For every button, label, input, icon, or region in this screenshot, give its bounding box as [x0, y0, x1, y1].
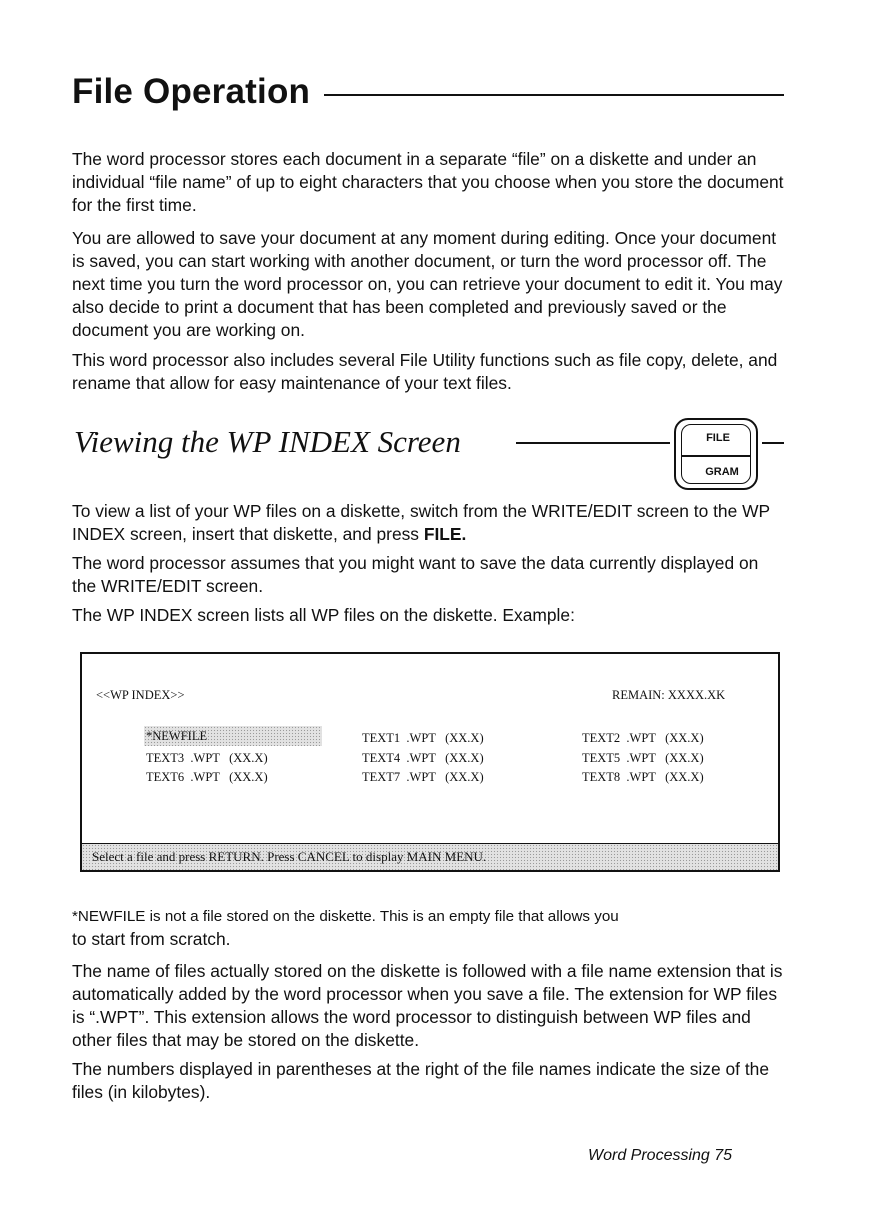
section-title: Viewing the WP INDEX Screen: [74, 424, 461, 459]
status-bar: Select a file and press RETURN. Press CANCEL to display MAIN MENU.: [82, 843, 778, 870]
extension-paragraph: The name of files actually stored on the diskette is followed with a file name extension that is automatically added by the word processor when you save a file. The extension for WP files is “.WPT”. This extension allows the word processor to distinguish between WP files and other files that may be stored on the diskette.: [72, 961, 783, 1050]
section-heading: [74, 418, 784, 496]
size-paragraph: The numbers displayed in parentheses at the right of the file names indicate the size of the files (in kilobytes).: [72, 1059, 770, 1102]
section-paragraph-2: The word processor assumes that you might want to save the data currently displayed on the WRITE/EDIT screen.: [72, 553, 759, 596]
intro-paragraph-2: You are allowed to save your document at any moment during editing. Once your document is saved, you can start working with another document, or turn the word processor off. The next time you turn the word processor on, you can retrieve your document to edit it. You may also decide to print a document that has been completed and previously saved or the document you are working on.: [72, 228, 783, 340]
intro-paragraph-1: The word processor stores each document in a separate “file” on a diskette and under an individual “file name” of up to eight characters that you choose when you store the document for the first time.: [72, 149, 784, 215]
page-heading: [72, 72, 784, 116]
file-key-reference: FILE.: [423, 524, 467, 544]
heading-rule: [324, 94, 784, 96]
screen-title: <<WP INDEX>>: [96, 688, 185, 702]
page-title: File Operation: [72, 72, 311, 111]
newfile-note: [72, 906, 784, 950]
section-rule-right: [762, 442, 784, 444]
section-rule-left: [516, 442, 670, 444]
newfile-note-line-2: to start from scratch.: [72, 929, 231, 949]
file-entry-newfile[interactable]: *NEWFILE: [144, 726, 322, 746]
file-entry[interactable]: TEXT8 .WPT (XX.X): [582, 770, 704, 784]
file-entry[interactable]: TEXT7 .WPT (XX.X): [362, 770, 484, 784]
file-key-icon: [674, 418, 758, 490]
file-entry[interactable]: TEXT3 .WPT (XX.X): [146, 751, 268, 765]
remaining-space: REMAIN: XXXX.XK: [612, 688, 726, 702]
wp-index-screen-example: [80, 652, 780, 872]
file-entry[interactable]: TEXT1 .WPT (XX.X): [362, 731, 484, 745]
file-entry[interactable]: TEXT4 .WPT (XX.X): [362, 751, 484, 765]
section-paragraph-1-text: To view a list of your WP files on a diskette, switch from the WRITE/EDIT screen to the WP INDEX screen, insert that diskette, and press: [72, 501, 770, 544]
section-paragraph-1: [72, 500, 784, 546]
intro-paragraph-3: This word processor also includes several File Utility functions such as file copy, delete, and rename that allow for easy maintenance of your text files.: [72, 350, 778, 393]
file-entry[interactable]: TEXT2 .WPT (XX.X): [582, 731, 704, 745]
file-entry[interactable]: TEXT5 .WPT (XX.X): [582, 751, 704, 765]
newfile-note-line-1: *NEWFILE is not a file stored on the diskette. This is an empty file that allows you: [72, 908, 619, 925]
file-entry[interactable]: TEXT6 .WPT (XX.X): [146, 770, 268, 784]
file-key-top-label: FILE: [706, 432, 730, 444]
file-key-bottom-label: GRAM: [705, 466, 739, 478]
section-paragraph-3: The WP INDEX screen lists all WP files on the diskette. Example:: [72, 605, 575, 625]
page-footer: Word Processing 75: [588, 1147, 733, 1164]
